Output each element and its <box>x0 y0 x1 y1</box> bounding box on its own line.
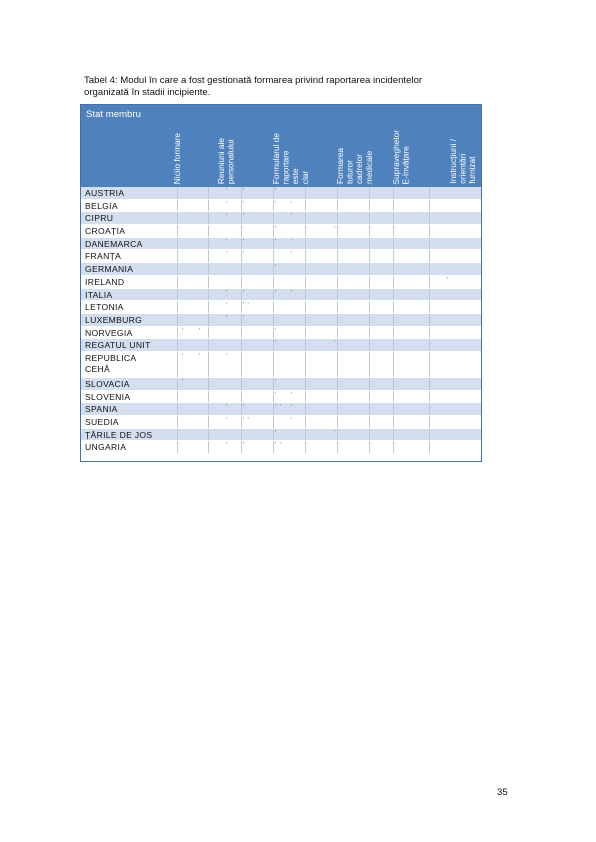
column-divider <box>369 441 370 453</box>
check-mark: ʾ <box>225 187 228 196</box>
column-divider <box>177 289 178 301</box>
column-divider <box>208 403 209 415</box>
column-divider <box>393 212 394 224</box>
check-mark: ʾ <box>198 326 201 336</box>
column-divider <box>393 327 394 339</box>
column-divider <box>241 276 242 288</box>
column-divider <box>337 225 338 237</box>
column-divider <box>429 378 430 390</box>
table-row <box>81 314 481 327</box>
column-divider <box>305 212 306 224</box>
check-mark: ʾ <box>225 237 228 247</box>
column-divider <box>429 416 430 428</box>
column-divider <box>393 200 394 212</box>
check-mark: ʾ <box>181 377 184 387</box>
column-divider <box>208 416 209 428</box>
column-divider <box>305 339 306 351</box>
column-divider <box>337 441 338 453</box>
country-name: NORVEGIA <box>85 327 133 338</box>
column-divider <box>393 238 394 250</box>
table-body <box>81 187 481 454</box>
check-mark: ʾ <box>242 187 245 196</box>
check-mark: ʾ <box>333 225 336 235</box>
column-divider <box>305 263 306 275</box>
column-divider <box>273 301 274 313</box>
table-row <box>81 263 481 276</box>
column-divider <box>369 225 370 237</box>
column-divider <box>208 212 209 224</box>
table-row <box>81 429 481 442</box>
column-divider <box>369 212 370 224</box>
column-divider <box>429 352 430 377</box>
column-divider <box>429 301 430 313</box>
column-divider <box>177 391 178 403</box>
column-divider <box>337 339 338 351</box>
column-divider <box>208 289 209 301</box>
column-divider <box>369 378 370 390</box>
column-header-3: Formularul de raportare este clar <box>271 132 310 184</box>
country-name: SUEDIA <box>85 417 119 427</box>
table-row <box>81 327 481 340</box>
column-header-1: Niciio formare <box>172 132 182 184</box>
column-divider <box>273 352 274 377</box>
column-divider <box>393 339 394 351</box>
check-mark: ʾ <box>290 237 293 247</box>
column-divider <box>369 429 370 441</box>
column-divider <box>337 327 338 339</box>
column-divider <box>393 416 394 428</box>
column-divider <box>208 238 209 250</box>
column-divider <box>273 212 274 224</box>
check-mark: ʾ ʾ <box>274 403 282 413</box>
column-divider <box>369 276 370 288</box>
check-mark: ʾ <box>225 441 228 451</box>
check-mark: ʾ <box>290 403 293 413</box>
column-divider <box>369 352 370 377</box>
column-divider <box>369 187 370 199</box>
column-divider <box>177 238 178 250</box>
column-divider <box>241 352 242 377</box>
column-divider <box>305 276 306 288</box>
column-divider <box>241 339 242 351</box>
column-divider <box>273 276 274 288</box>
column-divider <box>241 429 242 441</box>
column-divider <box>177 187 178 199</box>
column-divider <box>208 250 209 262</box>
column-divider <box>177 301 178 313</box>
column-divider <box>177 276 178 288</box>
column-divider <box>208 200 209 212</box>
country-name: GERMANIA <box>85 264 134 275</box>
training-table <box>80 104 482 462</box>
check-mark: ʾ <box>290 212 293 222</box>
column-divider <box>337 276 338 288</box>
country-name: AUSTRIA <box>85 188 125 198</box>
check-mark: ʾ <box>242 199 245 209</box>
caption-line-2: organizată în stadii incipiente. <box>84 87 211 98</box>
country-name: LUXEMBURG <box>85 314 143 325</box>
column-divider <box>369 238 370 250</box>
check-mark: ʾ <box>225 313 228 323</box>
column-divider <box>177 403 178 415</box>
column-divider <box>337 314 338 326</box>
column-divider <box>393 263 394 275</box>
column-header-5: Supraveghetor E-învățare <box>391 129 411 184</box>
column-divider <box>208 429 209 441</box>
column-divider <box>369 339 370 351</box>
column-divider <box>429 403 430 415</box>
column-divider <box>337 238 338 250</box>
column-divider <box>177 225 178 237</box>
column-divider <box>393 441 394 453</box>
column-divider <box>208 263 209 275</box>
check-mark: ʾ <box>274 187 277 196</box>
country-name: REPUBLICA CEHĂ <box>85 352 137 374</box>
column-divider <box>208 301 209 313</box>
check-mark: ʾ <box>274 428 277 438</box>
column-divider <box>177 314 178 326</box>
column-divider <box>305 429 306 441</box>
column-divider <box>208 352 209 377</box>
column-divider <box>305 327 306 339</box>
column-divider <box>429 187 430 199</box>
check-mark: ʾ <box>242 441 245 451</box>
column-divider <box>369 250 370 262</box>
column-divider <box>305 378 306 390</box>
column-divider <box>429 225 430 237</box>
column-divider <box>337 429 338 441</box>
column-divider <box>393 250 394 262</box>
check-mark: ʾ <box>290 390 293 400</box>
check-mark: ʾ <box>446 275 449 285</box>
column-divider <box>177 429 178 441</box>
column-divider <box>429 263 430 275</box>
column-divider <box>305 391 306 403</box>
check-mark: ʾ <box>274 326 277 336</box>
column-divider <box>305 403 306 415</box>
column-divider <box>273 314 274 326</box>
header-member-state: Stat membru <box>86 109 141 120</box>
table-caption <box>84 75 504 99</box>
column-divider <box>429 200 430 212</box>
table-row <box>81 289 481 302</box>
check-mark: ʾ <box>274 339 277 349</box>
column-divider <box>337 403 338 415</box>
table-row <box>81 225 481 238</box>
column-divider <box>305 200 306 212</box>
column-header-6: Instrucțiuni / orientări furnizat <box>448 139 478 184</box>
check-mark: ʾ <box>225 199 228 209</box>
table-row <box>81 301 481 314</box>
column-divider <box>273 416 274 428</box>
column-divider <box>337 416 338 428</box>
country-name: FRANȚA <box>85 251 122 262</box>
column-divider <box>393 429 394 441</box>
table-row <box>81 200 481 213</box>
column-divider <box>177 263 178 275</box>
column-divider <box>393 352 394 377</box>
country-name: REGATUL UNIT <box>85 340 151 351</box>
check-mark: ʾ <box>290 288 293 298</box>
column-divider <box>429 391 430 403</box>
column-divider <box>241 391 242 403</box>
table-header <box>81 105 481 187</box>
check-mark: ʾ <box>181 326 184 336</box>
column-divider <box>208 378 209 390</box>
column-divider <box>177 250 178 262</box>
check-mark: ʾ <box>274 390 277 400</box>
column-divider <box>337 301 338 313</box>
column-divider <box>337 200 338 212</box>
column-divider <box>241 225 242 237</box>
column-divider <box>429 212 430 224</box>
column-divider <box>208 187 209 199</box>
column-divider <box>305 416 306 428</box>
column-divider <box>241 327 242 339</box>
check-mark: ʾ <box>242 237 245 247</box>
column-divider <box>393 314 394 326</box>
check-mark: ʾ <box>333 339 336 349</box>
column-header-2: Reuniuni ale personalului <box>216 137 236 184</box>
column-divider <box>369 314 370 326</box>
country-name: IRELAND <box>85 276 125 287</box>
column-divider <box>208 225 209 237</box>
column-divider <box>337 352 338 377</box>
country-name: SLOVENIA <box>85 391 131 402</box>
column-divider <box>429 314 430 326</box>
column-divider <box>393 391 394 403</box>
table-row <box>81 187 481 200</box>
column-divider <box>369 391 370 403</box>
column-divider <box>429 250 430 262</box>
check-mark: ʾ <box>225 250 228 260</box>
column-divider <box>337 212 338 224</box>
column-divider <box>208 339 209 351</box>
country-name: ȚĂRILE DE JOS <box>85 429 153 440</box>
column-divider <box>369 403 370 415</box>
check-mark: ʾ <box>242 250 245 260</box>
column-divider <box>393 289 394 301</box>
column-divider <box>177 200 178 212</box>
country-name: BELGIA <box>85 200 118 211</box>
column-divider <box>393 225 394 237</box>
check-mark: ʾ ʾ <box>242 301 250 311</box>
column-divider <box>429 238 430 250</box>
column-divider <box>369 327 370 339</box>
table-row <box>81 212 481 225</box>
column-divider <box>393 187 394 199</box>
check-mark: ʾ <box>290 199 293 209</box>
table-row <box>81 391 481 404</box>
check-mark: ʾ <box>274 225 277 235</box>
check-mark: ʾ <box>181 351 184 361</box>
column-divider <box>369 301 370 313</box>
check-mark: ʾ <box>225 288 228 298</box>
column-divider <box>305 250 306 262</box>
column-divider <box>305 238 306 250</box>
column-divider <box>208 314 209 326</box>
column-divider <box>241 378 242 390</box>
check-mark: ʾ <box>290 416 293 425</box>
column-divider <box>337 289 338 301</box>
table-row <box>81 416 481 429</box>
table-row <box>81 276 481 289</box>
country-name: SPANIA <box>85 404 118 415</box>
country-name: ITALIA <box>85 289 113 300</box>
check-mark: ʾ <box>274 288 277 298</box>
country-name: DANEMARCA <box>85 238 143 249</box>
check-mark: ʾ <box>274 199 277 209</box>
column-divider <box>429 327 430 339</box>
column-divider <box>177 352 178 377</box>
column-divider <box>208 327 209 339</box>
column-divider <box>369 200 370 212</box>
check-mark: ʾ <box>242 313 245 323</box>
column-divider <box>208 391 209 403</box>
column-divider <box>177 212 178 224</box>
column-divider <box>305 289 306 301</box>
column-divider <box>177 378 178 390</box>
check-mark: ʾ <box>274 377 277 387</box>
column-divider <box>305 187 306 199</box>
column-divider <box>305 441 306 453</box>
check-mark: ʾ <box>225 403 228 413</box>
column-divider <box>241 263 242 275</box>
table-row <box>81 403 481 416</box>
column-divider <box>429 276 430 288</box>
check-mark: ʾ ʾ <box>274 441 282 451</box>
column-divider <box>273 250 274 262</box>
column-divider <box>369 263 370 275</box>
country-name: SLOVACIA <box>85 378 130 389</box>
column-divider <box>177 416 178 428</box>
check-mark: ʾ <box>225 351 228 361</box>
column-divider <box>337 391 338 403</box>
column-divider <box>305 314 306 326</box>
column-divider <box>369 289 370 301</box>
column-divider <box>393 378 394 390</box>
country-name: LETONIA <box>85 302 124 313</box>
country-name: UNGARIA <box>85 442 127 453</box>
check-mark: ʾ <box>225 212 228 222</box>
column-divider <box>429 339 430 351</box>
check-mark: ʾ <box>242 288 245 298</box>
check-mark: ʾ <box>290 250 293 260</box>
column-divider <box>369 416 370 428</box>
column-header-4: Formarea tuturor cadrelor medicale <box>335 148 374 184</box>
check-mark: ʾ <box>242 403 245 413</box>
column-divider <box>337 263 338 275</box>
table-row <box>81 352 481 378</box>
check-mark: ʾ <box>225 416 228 425</box>
column-divider <box>393 301 394 313</box>
check-mark: ʾ <box>333 428 336 438</box>
country-name: CIPRU <box>85 213 114 224</box>
column-divider <box>305 225 306 237</box>
column-divider <box>208 276 209 288</box>
column-divider <box>305 301 306 313</box>
column-divider <box>429 429 430 441</box>
column-divider <box>393 276 394 288</box>
column-divider <box>177 327 178 339</box>
column-divider <box>337 378 338 390</box>
column-divider <box>393 403 394 415</box>
check-mark: ʾ <box>198 351 201 361</box>
column-divider <box>177 441 178 453</box>
check-mark: ʾ <box>274 237 277 247</box>
table-row <box>81 238 481 251</box>
column-divider <box>429 441 430 453</box>
check-mark: ʾ <box>274 263 277 273</box>
table-row <box>81 339 481 352</box>
table-row <box>81 378 481 391</box>
column-divider <box>305 352 306 377</box>
caption-line-1: Tabel 4: Modul în care a fost gestionată formarea privind raportarea incidentelor <box>84 75 423 86</box>
column-divider <box>208 441 209 453</box>
column-divider <box>337 250 338 262</box>
check-mark: ʾ <box>225 301 228 311</box>
column-divider <box>177 339 178 351</box>
check-mark: ʾ <box>242 212 245 222</box>
country-name: CROAȚIA <box>85 226 126 237</box>
column-divider <box>429 289 430 301</box>
check-mark: ʾ ʾ <box>242 416 250 425</box>
table-row <box>81 250 481 263</box>
table-row <box>81 441 481 454</box>
page-number: 35 <box>497 787 508 798</box>
column-divider <box>337 187 338 199</box>
